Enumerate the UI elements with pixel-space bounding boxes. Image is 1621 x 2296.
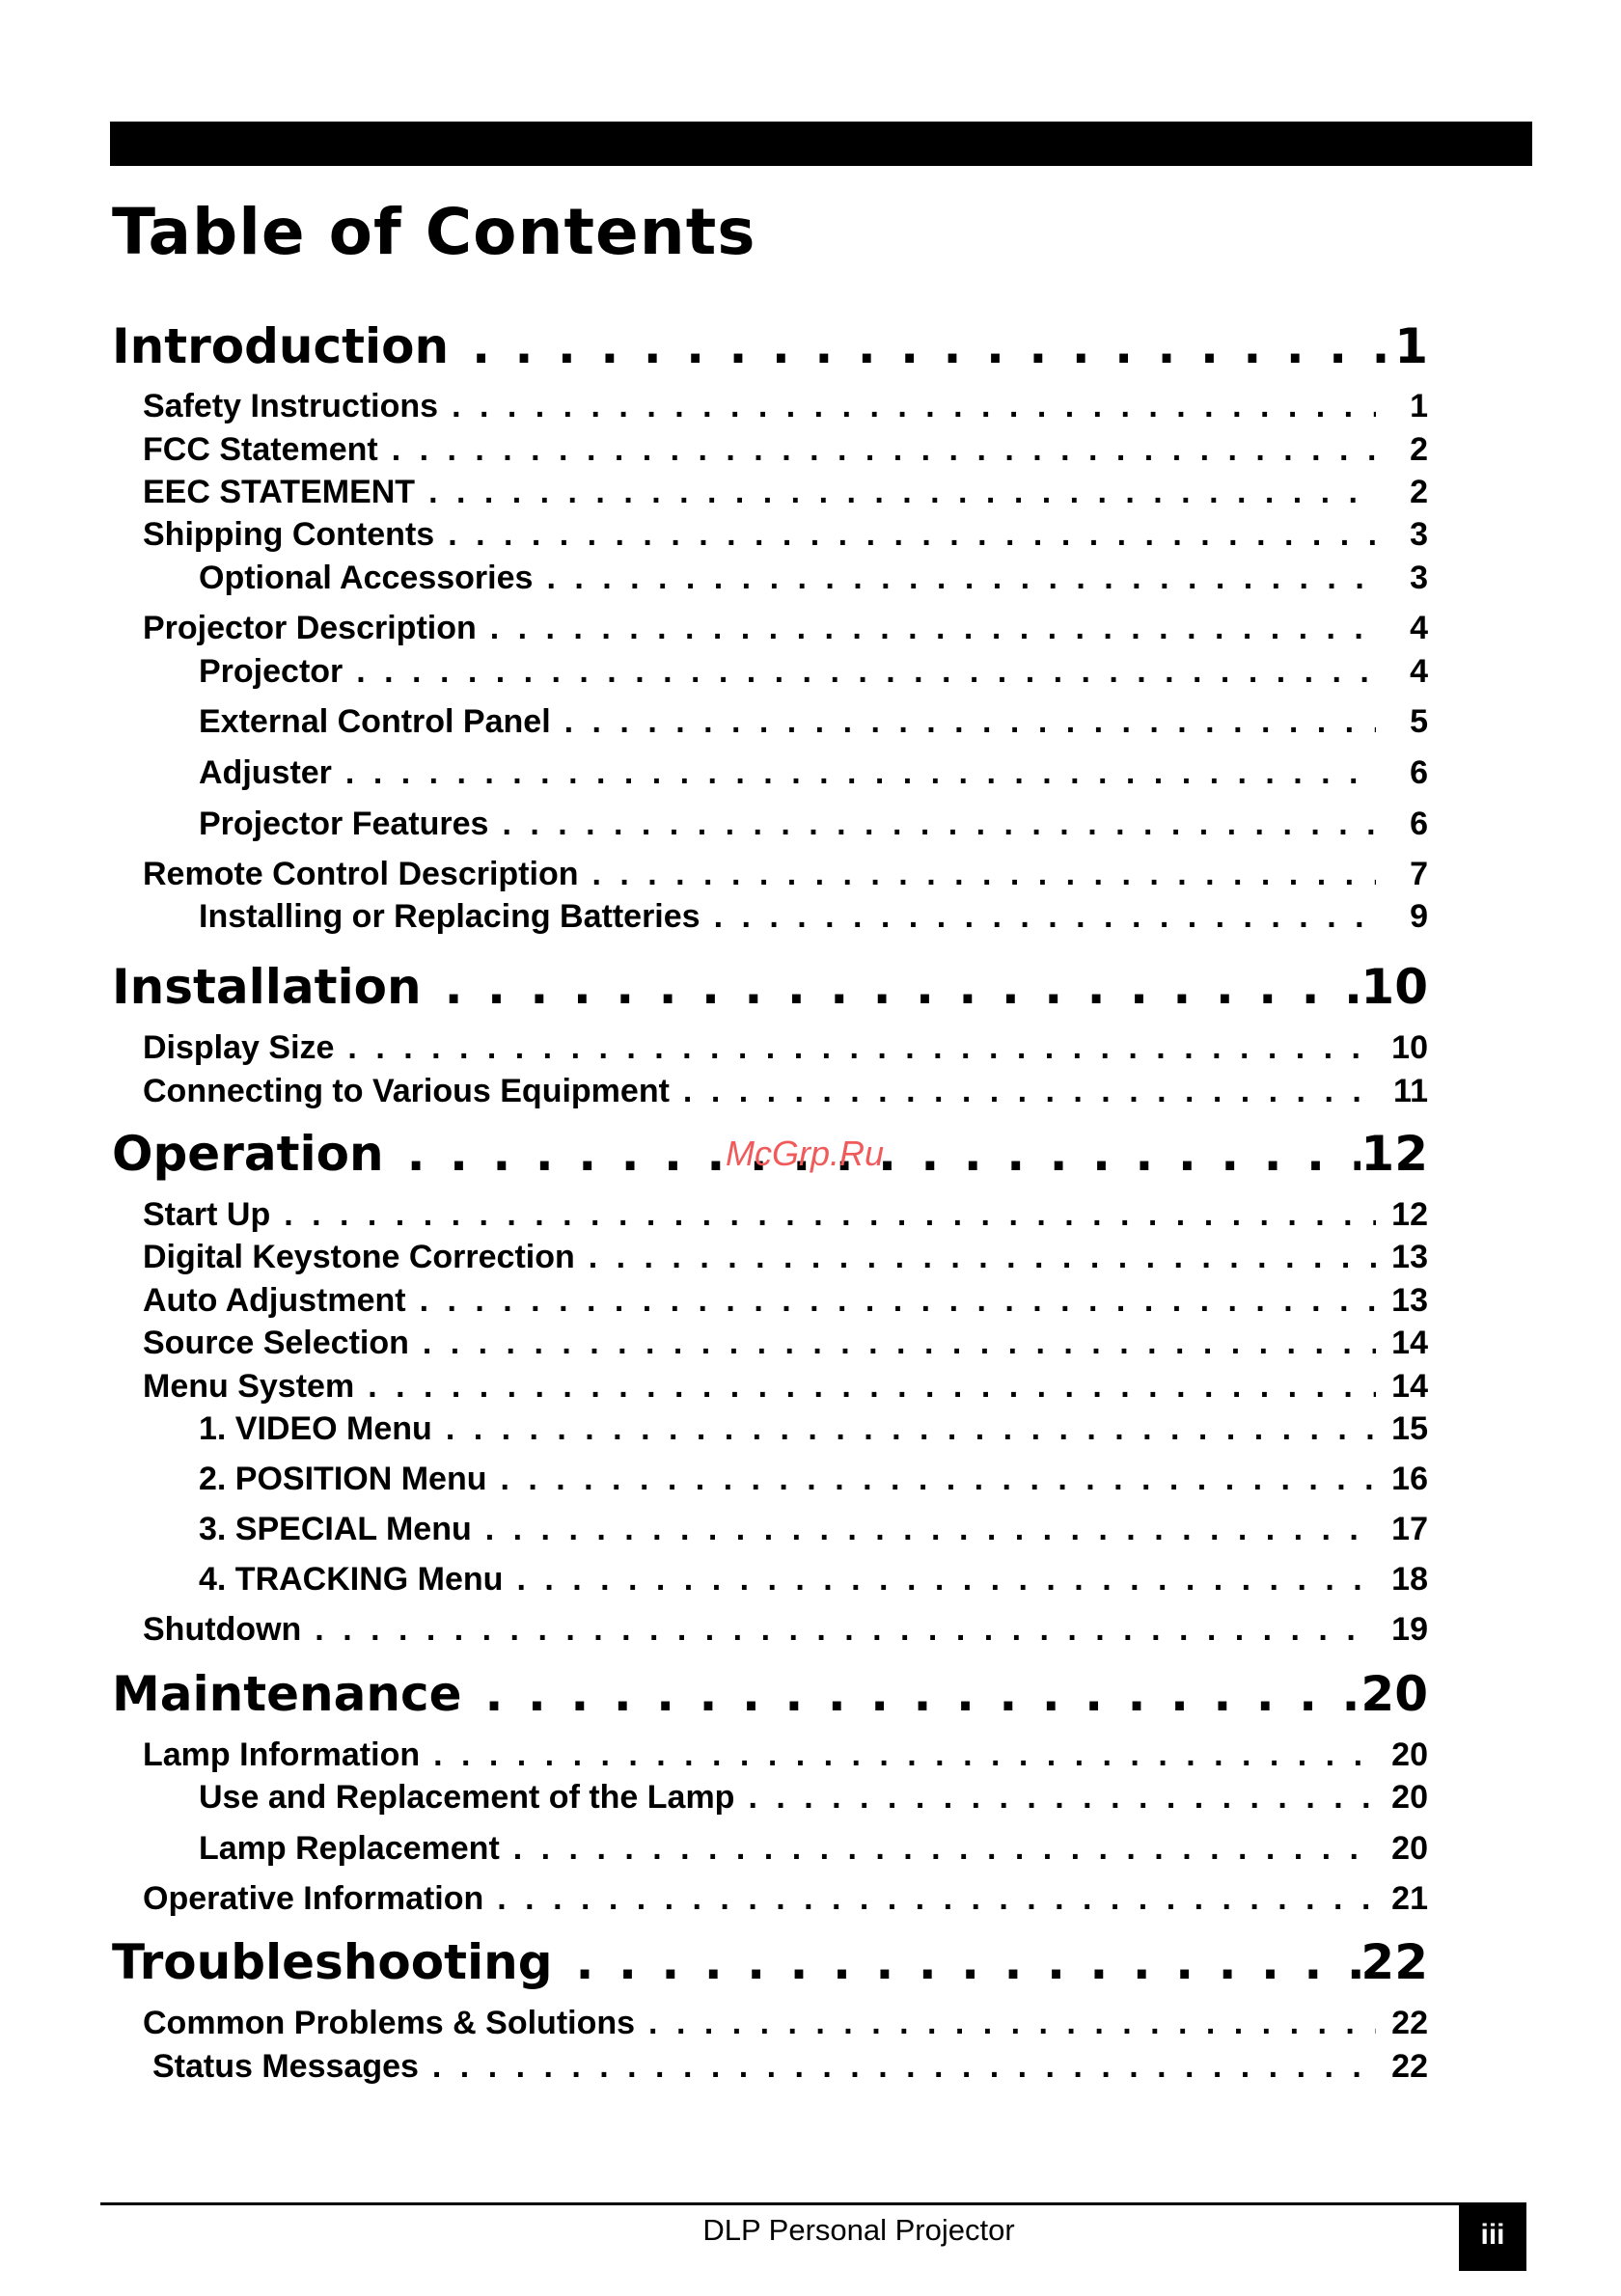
toc-entry-page: 15 xyxy=(1391,1410,1428,1447)
toc-section-display-size[interactable] xyxy=(143,1027,1428,1068)
toc-entry-page: 19 xyxy=(1391,1611,1428,1648)
toc-entry-page: 11 xyxy=(1393,1073,1428,1109)
toc-sub-installing-replacing-batteries[interactable] xyxy=(199,896,1428,937)
toc-section-eec-statement[interactable] xyxy=(143,472,1428,512)
toc-entry-page: 22 xyxy=(1360,1934,1428,1990)
toc-entry-title: Adjuster xyxy=(199,754,332,791)
toc-entry-page: 13 xyxy=(1391,1282,1428,1319)
toc-sub-position-menu[interactable] xyxy=(199,1459,1428,1499)
dot-leader xyxy=(546,558,1376,598)
dot-leader xyxy=(423,1323,1376,1363)
toc-sub-adjuster[interactable] xyxy=(199,752,1428,793)
toc-entry-page: 20 xyxy=(1391,1830,1428,1867)
toc-entry-page: 18 xyxy=(1391,1561,1428,1598)
toc-sub-projector-features[interactable] xyxy=(199,804,1428,844)
toc-entry-page: 22 xyxy=(1391,2048,1428,2085)
toc-sub-tracking-menu[interactable] xyxy=(199,1559,1428,1599)
dot-leader xyxy=(648,2003,1376,2043)
toc-entry-title: Installation xyxy=(112,959,422,1015)
dot-leader xyxy=(502,804,1376,844)
toc-entry-page: 21 xyxy=(1391,1880,1428,1917)
dot-leader xyxy=(284,1194,1376,1235)
toc-entry-title: FCC Statement xyxy=(143,431,378,468)
toc-section-source-selection[interactable] xyxy=(143,1323,1428,1363)
dot-leader xyxy=(428,472,1376,512)
toc-entry-title: 1. VIDEO Menu xyxy=(199,1410,432,1447)
toc-sub-projector[interactable] xyxy=(199,651,1428,692)
toc-section-shutdown[interactable] xyxy=(143,1609,1428,1650)
toc-entry-title: Menu System xyxy=(143,1368,355,1405)
dot-leader xyxy=(345,752,1376,793)
dot-leader xyxy=(564,701,1376,742)
toc-sub-lamp-replacement[interactable] xyxy=(199,1828,1428,1869)
toc-chapter-maintenance[interactable] xyxy=(112,1664,1428,1724)
dot-leader xyxy=(446,1408,1376,1449)
dot-leader xyxy=(472,316,1394,376)
dot-leader xyxy=(485,1664,1361,1724)
dot-leader xyxy=(432,2046,1376,2087)
toc-entry-title: Troubleshooting xyxy=(112,1934,553,1990)
toc-entry-title: Source Selection xyxy=(143,1325,409,1361)
toc-section-operative-information[interactable] xyxy=(143,1878,1428,1919)
toc-sub-video-menu[interactable] xyxy=(199,1408,1428,1449)
toc-chapter-introduction[interactable] xyxy=(112,316,1428,376)
toc-entry-title: Shutdown xyxy=(143,1611,302,1648)
dot-leader xyxy=(516,1559,1376,1599)
dot-leader xyxy=(392,429,1376,470)
dot-leader xyxy=(433,1735,1376,1775)
header-bar xyxy=(110,122,1532,166)
toc-entry-title: Status Messages xyxy=(152,2048,419,2085)
dot-leader xyxy=(448,514,1376,555)
toc-entry-title: Connecting to Various Equipment xyxy=(143,1073,670,1109)
toc-entry-title: Projector Features xyxy=(199,806,489,842)
toc-section-shipping-contents[interactable] xyxy=(143,514,1428,555)
dot-leader xyxy=(497,1878,1376,1919)
toc-section-start-up[interactable] xyxy=(143,1194,1428,1235)
toc-chapter-installation[interactable] xyxy=(112,957,1428,1017)
dot-leader xyxy=(576,1932,1361,1992)
toc-entry-title: Common Problems & Solutions xyxy=(143,2005,636,2041)
footer-title: DLP Personal Projector xyxy=(702,2213,1015,2247)
dot-leader xyxy=(490,608,1376,648)
dot-leader xyxy=(591,854,1376,894)
toc-section-connecting-equipment[interactable] xyxy=(143,1071,1428,1111)
toc-chapter-troubleshooting[interactable] xyxy=(112,1932,1428,1992)
toc-entry-page: 4 xyxy=(1410,610,1428,646)
dot-leader xyxy=(513,1828,1376,1869)
toc-entry-title: Maintenance xyxy=(112,1666,462,1722)
toc-section-digital-keystone[interactable] xyxy=(143,1237,1428,1277)
toc-entry-page: 1 xyxy=(1410,388,1428,424)
toc-entry-page: 20 xyxy=(1360,1666,1428,1722)
toc-sub-optional-accessories[interactable] xyxy=(199,558,1428,598)
toc-entry-page: 14 xyxy=(1391,1325,1428,1361)
toc-entry-page: 16 xyxy=(1391,1461,1428,1497)
page-number: iii xyxy=(1459,2203,1526,2271)
toc-entry-page: 3 xyxy=(1410,560,1428,596)
toc-entry-title: Start Up xyxy=(143,1196,271,1233)
dot-leader xyxy=(420,1280,1376,1321)
dot-leader xyxy=(347,1027,1376,1068)
toc-entry-page: 22 xyxy=(1391,2005,1428,2041)
toc-section-projector-description[interactable] xyxy=(143,608,1428,648)
toc-entry-page: 13 xyxy=(1391,1239,1428,1275)
toc-entry-page: 20 xyxy=(1391,1736,1428,1773)
toc-entry-title: Safety Instructions xyxy=(143,388,439,424)
toc-entry-title: Digital Keystone Correction xyxy=(143,1239,575,1275)
dot-leader xyxy=(500,1459,1376,1499)
toc-section-lamp-information[interactable] xyxy=(143,1735,1428,1775)
toc-section-status-messages[interactable] xyxy=(152,2046,1428,2087)
toc-entry-title: EEC STATEMENT xyxy=(143,474,416,510)
toc-entry-title: Remote Control Description xyxy=(143,856,579,892)
toc-entry-page: 2 xyxy=(1410,474,1428,510)
toc-entry-title: External Control Panel xyxy=(199,703,551,740)
toc-entry-page: 10 xyxy=(1360,959,1428,1015)
toc-section-safety-instructions[interactable] xyxy=(143,386,1428,426)
toc-entry-page: 6 xyxy=(1410,806,1428,842)
dot-leader xyxy=(356,651,1376,692)
footer-rule xyxy=(100,2202,1526,2205)
toc-entry-page: 7 xyxy=(1410,856,1428,892)
toc-section-menu-system[interactable] xyxy=(143,1366,1428,1407)
toc-entry-title: Display Size xyxy=(143,1029,335,1066)
toc-entry-page: 1 xyxy=(1394,318,1428,374)
toc-entry-page: 6 xyxy=(1410,754,1428,791)
dot-leader xyxy=(452,386,1376,426)
dot-leader xyxy=(748,1777,1376,1818)
toc-entry-title: 2. POSITION Menu xyxy=(199,1461,487,1497)
toc-entry-title: Use and Replacement of the Lamp xyxy=(199,1779,735,1816)
toc-entry-title: Lamp Information xyxy=(143,1736,421,1773)
toc-section-fcc-statement[interactable] xyxy=(143,429,1428,470)
toc-entry-page: 12 xyxy=(1360,1126,1428,1182)
toc-entry-title: Projector Description xyxy=(143,610,477,646)
toc-section-auto-adjustment[interactable] xyxy=(143,1280,1428,1321)
dot-leader xyxy=(714,896,1376,937)
toc-sub-external-control-panel[interactable] xyxy=(199,701,1428,742)
dot-leader xyxy=(485,1509,1376,1549)
toc-sub-special-menu[interactable] xyxy=(199,1509,1428,1549)
toc-entry-title: Operative Information xyxy=(143,1880,484,1917)
dot-leader xyxy=(589,1237,1376,1277)
toc-entry-title: Optional Accessories xyxy=(199,560,534,596)
toc-entry-title: Installing or Replacing Batteries xyxy=(199,898,701,935)
page-title: Table of Contents xyxy=(112,195,756,269)
dot-leader xyxy=(445,957,1361,1017)
watermark-text: McGrp.Ru xyxy=(726,1134,885,1173)
toc-entry-title: Auto Adjustment xyxy=(143,1282,406,1319)
toc-section-common-problems[interactable] xyxy=(143,2003,1428,2043)
toc-entry-page: 2 xyxy=(1410,431,1428,468)
toc-entry-title: Projector xyxy=(199,653,343,690)
toc-sub-use-replacement-lamp[interactable] xyxy=(199,1777,1428,1818)
toc-entry-page: 4 xyxy=(1410,653,1428,690)
toc-entry-page: 9 xyxy=(1410,898,1428,935)
dot-leader xyxy=(683,1071,1376,1111)
toc-entry-title: Introduction xyxy=(112,318,450,374)
toc-entry-page: 14 xyxy=(1391,1368,1428,1405)
toc-entry-page: 17 xyxy=(1391,1511,1428,1547)
toc-entry-title: Operation xyxy=(112,1126,384,1182)
toc-entry-title: 3. SPECIAL Menu xyxy=(199,1511,472,1547)
dot-leader xyxy=(368,1366,1376,1407)
dot-leader xyxy=(315,1609,1376,1650)
toc-entry-title: Lamp Replacement xyxy=(199,1830,500,1867)
toc-entry-page: 20 xyxy=(1391,1779,1428,1816)
toc-entry-page: 10 xyxy=(1391,1029,1428,1066)
toc-entry-page: 3 xyxy=(1410,516,1428,553)
toc-entry-title: Shipping Contents xyxy=(143,516,435,553)
toc-entry-page: 12 xyxy=(1391,1196,1428,1233)
toc-section-remote-control-description[interactable] xyxy=(143,854,1428,894)
toc-entry-page: 5 xyxy=(1410,703,1428,740)
toc-entry-title: 4. TRACKING Menu xyxy=(199,1561,504,1598)
